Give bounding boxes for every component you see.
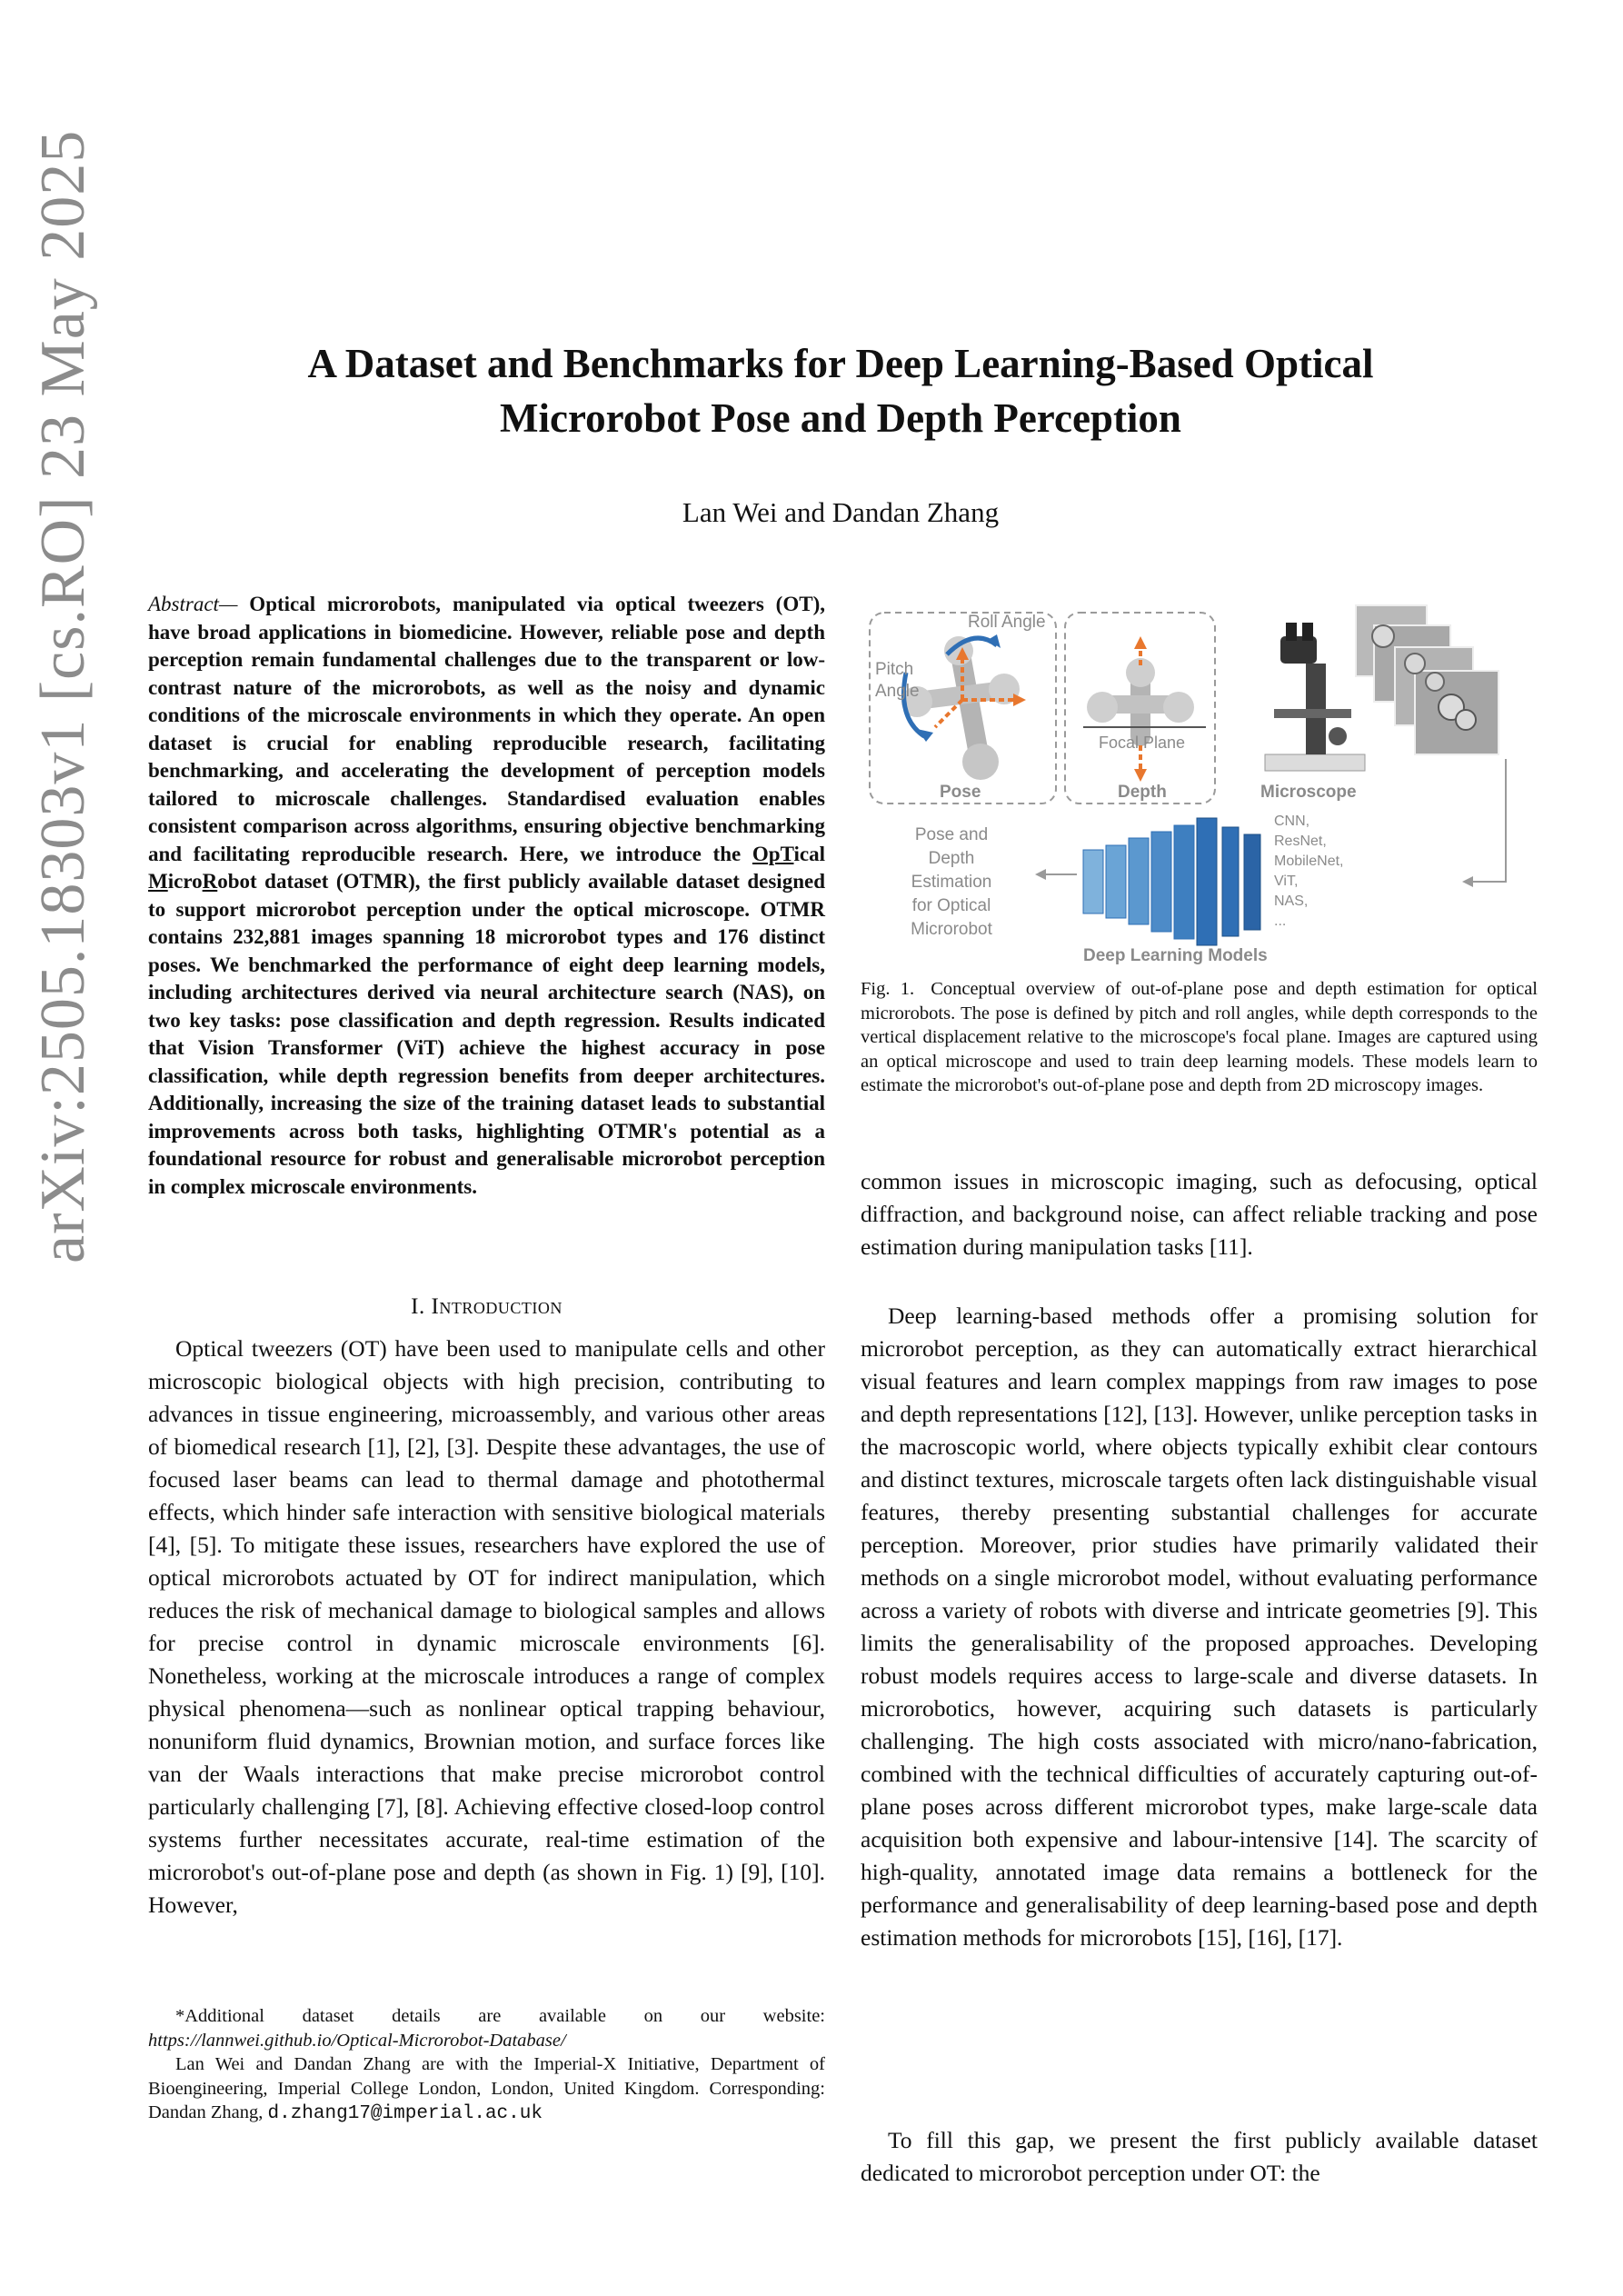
microscope-icon [1265, 623, 1365, 771]
section-name: Introduction [431, 1294, 563, 1319]
right-paragraph-1: common issues in microscopic imaging, such as defocusing, optical diffraction, and background noise, can affect reliable tracking and pose estimation during manipulation tasks [11]. [861, 1168, 1538, 1260]
model-name-3: ViT, [1274, 873, 1299, 889]
depth-label: Depth [1118, 783, 1167, 802]
section-number: I. [411, 1294, 432, 1319]
caption-text: Conceptual overview of out-of-plane pose and depth estimation for optical microrobots. The pose is defined by pitch and roll angles, while depth corresponds to the vertical displacement relative to the microscope's focal plane. Images are captured using an optical microscope and used to train deep learning models. These models learn to estimate the microrobot's out-of-plane pose and depth from 2D microscopy images. [861, 979, 1538, 1095]
footnote-url[interactable]: https://lannwei.github.io/Optical-Microrobot-Database/ [148, 2030, 566, 2051]
title-line-1: A Dataset and Benchmarks for Deep Learning-Based Optical [307, 341, 1374, 386]
estimation-line-3: Estimation [911, 873, 992, 892]
microscope-label: Microscope [1260, 783, 1357, 802]
model-name-2: MobileNet, [1274, 854, 1344, 869]
abstract-lead: Abstract— [148, 593, 238, 615]
deep-learning-models-label: Deep Learning Models [1083, 946, 1268, 965]
abstract-u2: T [780, 842, 794, 865]
abstract-t3: icro [167, 870, 203, 893]
abstract-t4: obot [217, 870, 257, 893]
arxiv-stamp: arXiv:2505.18303v1 [cs.RO] 23 May 2025 [28, 129, 98, 1263]
footnote-affiliation [148, 2052, 825, 2127]
section-heading-introduction [148, 1294, 825, 1320]
roll-angle-label: Roll Angle [968, 613, 1046, 632]
estimation-line-2: Depth [928, 849, 975, 868]
footnote [148, 2004, 825, 2127]
figure-1 [861, 600, 1538, 968]
model-name-5: ... [1274, 913, 1287, 929]
abstract-text-1: Optical microrobots, manipulated via optical tweezers (OT), have broad applications in biomedicine. However, reliable pose and depth perception remain fundamental challenges due to the transparent or low-contrast nature of the microrobots, as well as the noisy and dynamic conditions of the microscale environments in which they operate. An open dataset is crucial for enabling reproducible research, facilitating benchmarking, and accelerating the development of perception models tailored to microscale challenges. Standardised evaluation enables consistent comparison across algorithms, ensuring objective benchmarking and facilitating reproducible research. Here, we introduce the [148, 593, 825, 865]
focal-plane-label: Focal Plane [1099, 734, 1186, 752]
figure-label: Fig. 1. [861, 979, 915, 999]
title-line-2: Microrobot Pose and Depth Perception [500, 395, 1181, 441]
intro-paragraph: Optical tweezers (OT) have been used to manipulate cells and other microscopic biological objects with high precision, contributing to advances in tissue engineering, microassembly, and various other areas of biomedical research [1], [2], [3]. Despite these advantages, the use of focused laser beams can lead to thermal damage and photothermal effects, which hinder safe interaction with sensitive biological materials [4], [5]. To mitigate these issues, researchers have explored the use of optical microrobots actuated by OT for indirect manipulation, which reduces the risk of mechanical damage to biological samples and allows for precise control in dynamic microscale environments [6]. Nonetheless, working at the microscale introduces a range of complex physical phenomena—such as nonlinear optical trapping behaviour, nonuniform fluid dynamics, Brownian motion, and surface forces like van der Waals interactions that make precise microrobot control particularly challenging [7], [8]. Achieving effective closed-loop control systems further necessitates accurate, real-time estimation of the microrobot's out-of-plane pose and depth (as shown in Fig. 1) [9], [10]. However, [148, 1335, 825, 1918]
pitch-label: Pitch [875, 660, 914, 679]
abstract-u1: Op [752, 842, 781, 865]
abstract-u3: M [148, 870, 168, 893]
abstract-t2: ical [793, 842, 825, 865]
model-name-1: ResNet, [1274, 834, 1327, 849]
estimation-line-5: Microrobot [911, 920, 992, 939]
flow-arrow-right [1469, 759, 1506, 882]
model-name-0: CNN, [1274, 814, 1310, 829]
microscopy-images-icon [1356, 605, 1499, 754]
paper-title [182, 336, 1499, 445]
abstract [148, 591, 825, 1201]
pose-microrobot-icon [901, 634, 1026, 780]
deep-learning-model-icon [1083, 818, 1260, 945]
footnote-affil-text: Lan Wei and Dandan Zhang are with the Imperial-X Initiative, Department of Bioengineering, Imperial College London, London, United Kingdom. Corresponding: Dandan Zhang, [148, 2054, 825, 2122]
abstract-u4: R [202, 870, 218, 893]
estimation-line-1: Pose and [914, 825, 989, 844]
model-name-4: NAS, [1274, 893, 1309, 909]
abstract-text-2: dataset (OTMR), the first publicly available dataset designed to support microrobot perception under the optical microscope. OTMR contains 232,881 images spanning 18 microrobot types and 176 distinct poses. We benchmarked the performance of eight deep learning models, including architectures derived via neural architecture search (NAS), on two key tasks: pose classification and depth regression. Results indicated that Vision Transformer (ViT) achieve the highest accuracy in pose classification, while depth regression benefits from deeper architectures. Additionally, increasing the size of the training dataset leads to substantial improvements across both tasks, highlighting OTMR's potential as a foundational resource for robust and generalisable microrobot perception in complex microscale environments. [148, 870, 825, 1198]
footnote-email[interactable]: d.zhang17@imperial.ac.uk [267, 2103, 543, 2124]
estimation-line-4: for Optical [911, 896, 991, 915]
right-paragraph-3: To fill this gap, we present the first publicly available dataset dedicated to microrobot perception under OT: the [861, 2127, 1538, 2186]
figure-caption [861, 977, 1538, 1098]
pose-label: Pose [940, 783, 981, 802]
footnote-website-text: *Additional dataset details are available on our website: [175, 2006, 825, 2026]
depth-microrobot-icon [1083, 636, 1206, 782]
footnote-website [148, 2004, 825, 2052]
angle-label: Angle [875, 682, 920, 701]
right-paragraph-2: Deep learning-based methods offer a promising solution for microrobot perception, as they can automatically extract hierarchical visual features and learn complex mappings from raw images to pose and depth representations [12], [13]. However, unlike perception tasks in the macroscopic world, where objects typically exhibit clear contours and distinct textures, microscale targets often lack distinguishable visual features, thereby presenting substantial challenges for accurate perception. Moreover, prior studies have primarily validated their methods on a single microrobot model, without evaluating performance across a variety of robots with diverse and intricate geometries [9]. This limits the generalisability of the proposed approaches. Developing robust models requires access to large-scale and diverse datasets. In microrobotics, however, acquiring such datasets is particularly challenging. The high costs associated with micro/nano-fabrication, combined with the technical difficulties of accurately capturing out-of-plane poses across different microrobot types, make large-scale data acquisition both expensive and labour-intensive [14]. The scarcity of high-quality, annotated image data remains a bottleneck for the performance and generalisability of deep learning-based pose and depth estimation methods for microrobots [15], [16], [17]. [861, 1303, 1538, 1951]
authors: Lan Wei and Dandan Zhang [682, 496, 1000, 528]
